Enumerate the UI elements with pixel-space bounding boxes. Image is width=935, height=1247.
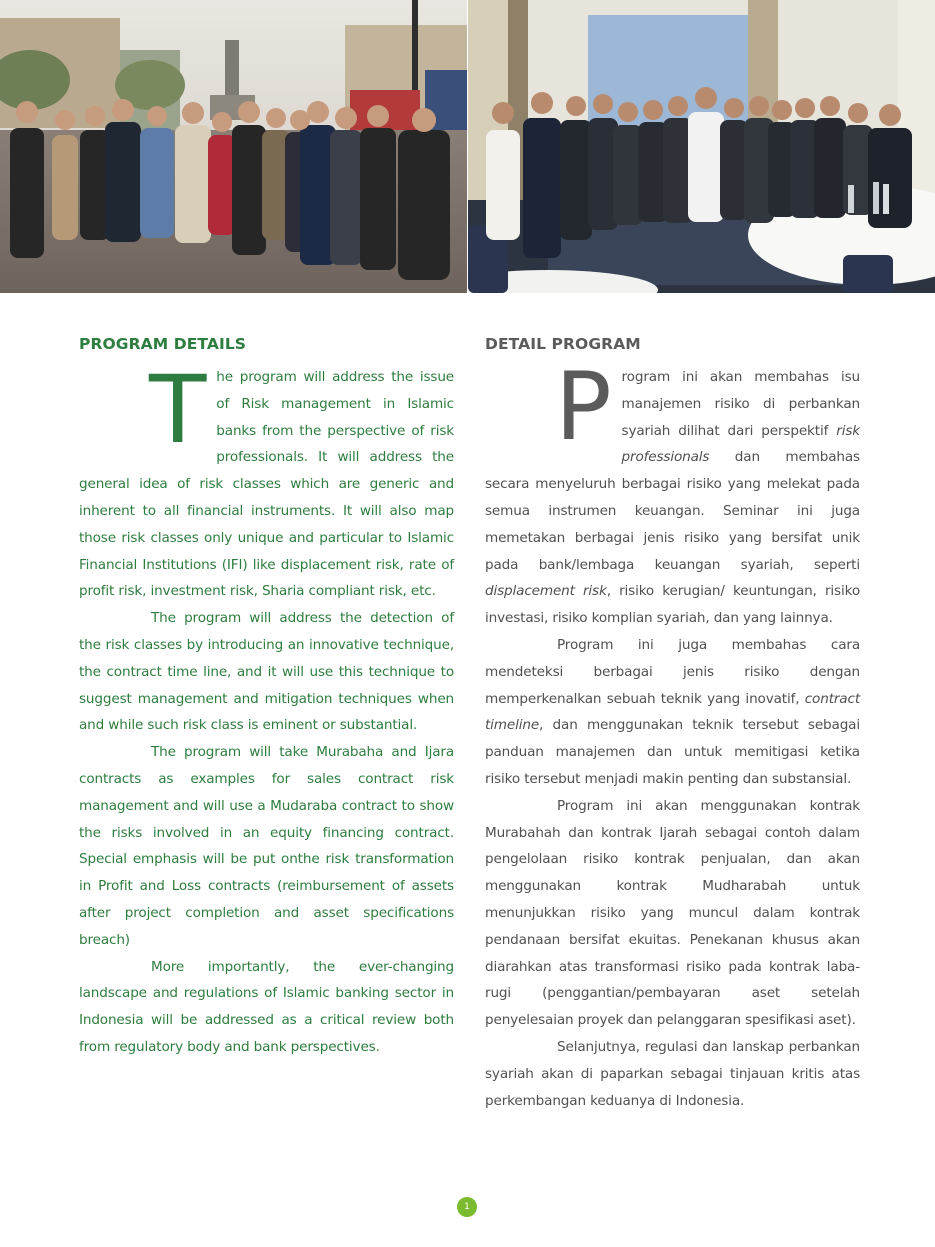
group-photo-outdoor bbox=[0, 0, 467, 293]
header-photos bbox=[0, 0, 935, 293]
drop-cap: P bbox=[555, 353, 612, 462]
program-details-paragraph-4: More importantly, the ever-changing landscape and regulations of Islamic banking sector in Indonesia will be addressed as a critical review both from regulatory body and bank perspectives. bbox=[79, 958, 454, 1055]
page-number-badge: 1 bbox=[457, 1197, 477, 1217]
program-details-column bbox=[79, 335, 454, 1061]
program-details-paragraph-2: The program will address the detection of the risk classes by introducing an innovative technique, the contract time line, and it will use this technique to suggest management and mitigation techniques when and while such risk class is eminent or substantial. bbox=[79, 610, 454, 734]
program-details-paragraph-1: The program will address the issue of Risk management in Islamic banks from the perspective of risk professionals. It will address the general idea of risk classes which are generic and inherent to all financial instruments. It will also map those risk classes only unique and particular to Islamic Financial Institutions (IFI) like displacement risk, rate of profit risk, investment risk, Sharia compliant risk, etc. bbox=[79, 356, 454, 600]
program-details-paragraph-3: The program will take Murabaha and Ijara contracts as examples for sales contract risk management and will use a Mudaraba contract to show the risks involved in an equity financing contract. Special emphasis will be put onthe risk transformation in Profit and Loss contracts (reimbursement of assets after project completion and asset specifications breach) bbox=[79, 744, 454, 948]
drop-cap: T bbox=[149, 356, 207, 465]
group-photo-indoor bbox=[468, 0, 935, 293]
program-details-heading: PROGRAM DETAILS bbox=[79, 335, 247, 353]
program-details-body bbox=[79, 356, 454, 1061]
detail-program-paragraph-2: Program ini juga membahas cara mendeteksi berbagai jenis risiko dengan memperkenalkan sebuah teknik yang inovatif, contract timeline, dan menggunakan teknik tersebut sebagai panduan manajemen dan untuk memitigasi ketika risiko tersebut menjadi makin penting dan substansial. bbox=[485, 636, 860, 787]
detail-program-body bbox=[485, 353, 860, 1114]
detail-program-column bbox=[485, 335, 860, 1114]
detail-program-heading: DETAIL PROGRAM bbox=[485, 335, 641, 353]
detail-program-paragraph-1: Program ini akan membahas isu manajemen risiko di perbankan syariah dilihat dari perspektif risk professionals dan membahas secara menyeluruh berbagai risiko yang melekat pada semua instrumen keuangan. Seminar ini juga memetakan berbagai jenis risiko yang bersifat unik pada bank/lembaga keuangan syariah, seperti displacement risk, risiko kerugian/ keuntungan, risiko investasi, risiko komplian syariah, dan yang lainnya. bbox=[485, 353, 860, 627]
detail-program-paragraph-4: Selanjutnya, regulasi dan lanskap perbankan syariah akan di paparkan sebagai tinjauan kritis atas perkembangan keduanya di Indonesia. bbox=[485, 1038, 860, 1109]
detail-program-paragraph-3: Program ini akan menggunakan kontrak Murabahah dan kontrak Ijarah sebagai contoh dalam pengelolaan risiko kontrak penjualan, dan akan menggunakan kontrak Mudharabah untuk menunjukkan risiko yang muncul dalam kontrak pendanaan bersifat ekuitas. Penekanan khusus akan diarahkan atas transformasi risiko pada kontrak laba-rugi (penggantian/pembayaran aset setelah penyelesaian proyek dan pelanggaran spesifikasi aset). bbox=[485, 797, 860, 1029]
